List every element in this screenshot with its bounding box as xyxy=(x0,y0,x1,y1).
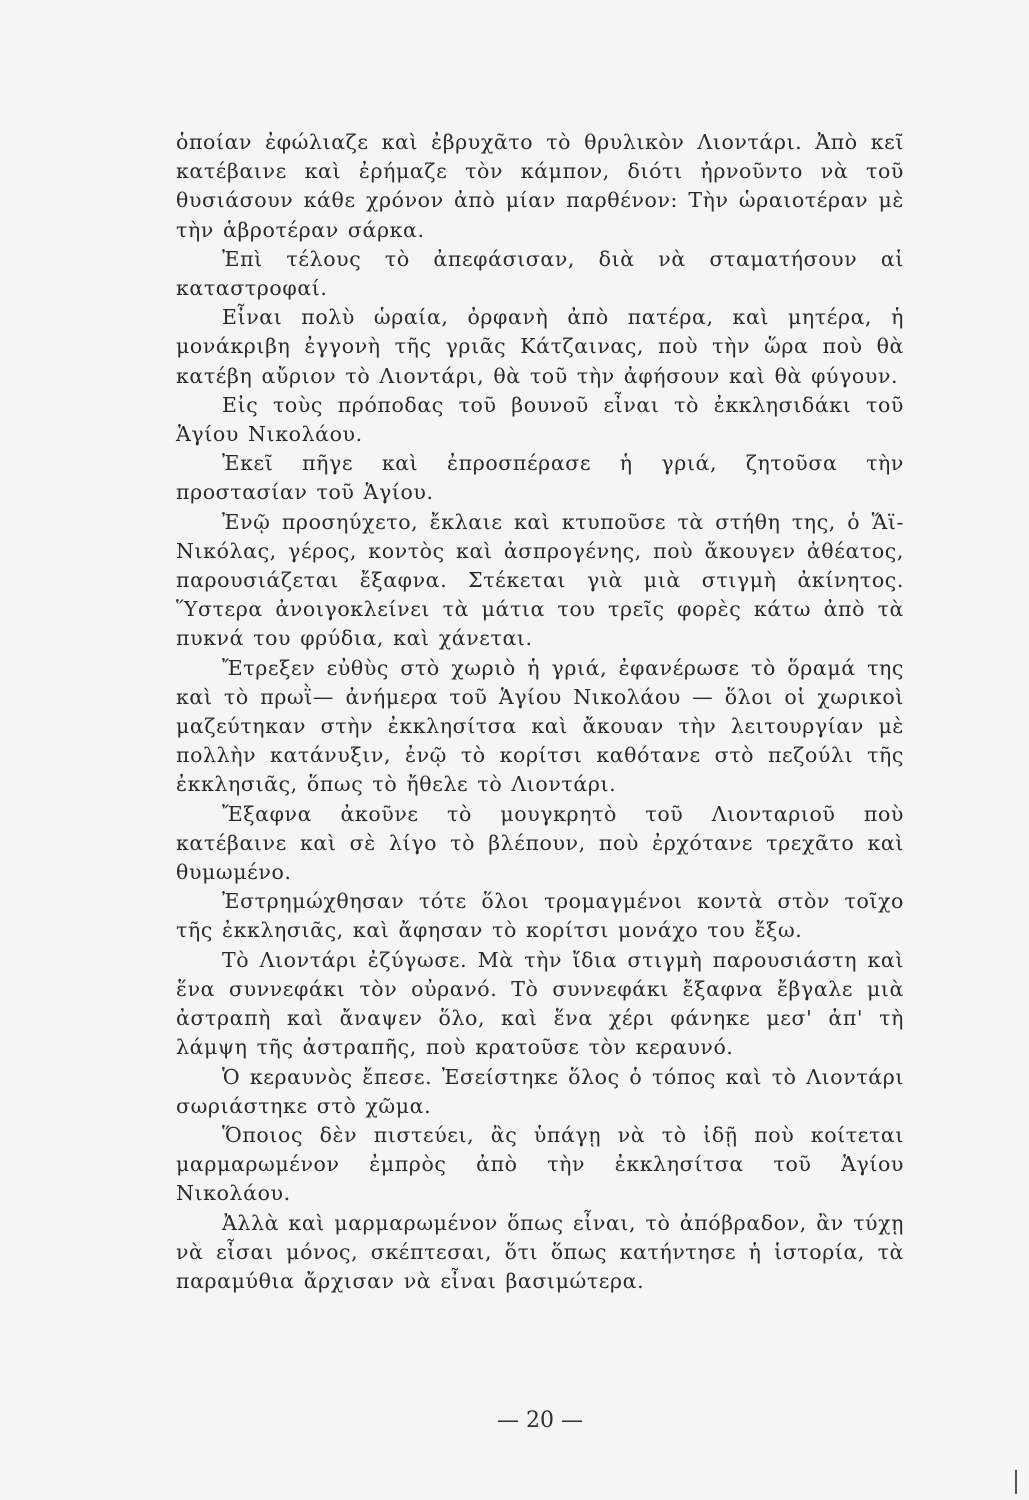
paragraph: Ὅποιος δὲν πιστεύει, ἂς ὑπάγῃ νὰ τὸ ἰδῇ ποὺ κοίτεται μαρμαρωμένον ἐμπρὸς ἀπὸ τὴν ἐκκλησίτσα τοῦ Ἁγίου Νικολάου. xyxy=(176,1122,904,1206)
page-number: — 20 — xyxy=(497,1408,583,1433)
paragraph: Ἐστρημώχθησαν τότε ὅλοι τρομαγμένοι κοντὰ στὸν τοῖχο τῆς ἐκκλησιᾶς, καὶ ἄφησαν τὸ κορίτσι μονάχο του ἔξω. xyxy=(176,889,904,943)
body-text xyxy=(176,128,904,1296)
paragraph: Ἀλλὰ καὶ μαρμαρωμένον ὅπως εἶναι, τὸ ἀπόβραδον, ἂν τύχῃ νὰ εἶσαι μόνος, σκέπτεσαι, ὅτι ὅπως κατήντησε ἡ ἱστορία, τὰ παραμύθια ἄρχισαν νὰ εἶναι βασιμώτερα. xyxy=(176,1210,904,1293)
paragraph: ὁποίαν ἐφώλιαζε καὶ ἐβρυχᾶτο τὸ θρυλικὸν Λιοντάρι. Ἀπὸ κεῖ κατέβαινε καὶ ἐρήμαζε τὸν κάμπον, διότι ἠρνοῦντο νὰ τοῦ θυσιάσουν κάθε χρόνον ἀπὸ μίαν παρθένον: Τὴν ὡραιοτέραν μὲ τὴν ἁβροτέραν σάρκα. xyxy=(176,130,904,242)
page-edge-mark xyxy=(1015,1470,1029,1494)
paragraph: Ἐπὶ τέλους τὸ ἀπεφάσισαν, διὰ νὰ σταματήσουν αἱ καταστροφαί. xyxy=(176,246,904,301)
paragraph: Ὁ κεραυνὸς ἔπεσε. Ἐσείστηκε ὅλος ὁ τόπος καὶ τὸ Λιοντάρι σωριάστηκε στὸ χῶμα. xyxy=(176,1064,904,1118)
paragraph: Τὸ Λιοντάρι ἐζύγωσε. Μὰ τὴν ἴδια στιγμὴ παρουσιάστη καὶ ἕνα συννεφάκι τὸν οὐρανό. Τὸ συννεφάκι ἔξαφνα ἔβγαλε μιὰ ἀστραπὴ καὶ ἄναψεν ὅλο, καὶ ἕνα χέρι φάνηκε μεσ' ἀπ' τὴ λάμψη τῆς ἀστραπῆς, ποὺ κρατοῦσε τὸν κεραυνό. xyxy=(176,947,904,1060)
paragraph: Ἔτρεξεν εὐθὺς στὸ χωριὸ ἡ γριά, ἐφανέρωσε τὸ ὅραμά της καὶ τὸ πρωῒ— ἀνήμερα τοῦ Ἁγίου Νικολάου — ὅλοι οἱ χωρικοὶ μαζεύτηκαν στὴν ἐκκλησίτσα καὶ ἄκουαν τὴν λειτουργίαν μὲ πολλὴν κατάνυξιν, ἐνῷ τὸ κορίτσι καθότανε στὸ πεζούλι τῆς ἐκκλησιᾶς, ὅπως τὸ ἤθελε τὸ Λιοντάρι. xyxy=(176,655,904,797)
paragraph: Ἔξαφνα ἀκοῦνε τὸ μουγκρητὸ τοῦ Λιονταριοῦ ποὺ κατέβαινε καὶ σὲ λίγο τὸ βλέπουν, ποὺ ἐρχότανε τρεχᾶτο καὶ θυμωμένο. xyxy=(176,801,904,885)
paragraph: Ἐκεῖ πῆγε καὶ ἐπροσπέρασε ἡ γριά, ζητοῦσα τὴν προστασίαν τοῦ Ἁγίου. xyxy=(176,451,904,505)
paragraph: Εἶναι πολὺ ὡραία, ὀρφανὴ ἀπὸ πατέρα, καὶ μητέρα, ἡ μονάκριβη ἐγγονὴ τῆς γριᾶς Κάτζαινας, ποὺ τὴν ὥρα ποὺ θὰ κατέβη αὔριον τὸ Λιοντάρι, θὰ τοῦ τὴν ἀφήσουν καὶ θὰ φύγουν. xyxy=(176,305,904,388)
paragraph: Ἐνῷ προσηύχετο, ἔκλαιε καὶ κτυποῦσε τὰ στήθη της, ὁ Ἅϊ-Νικόλας, γέρος, κοντὸς καὶ ἀσπρογένης, ποὺ ἄκουγεν ἀθέατος, παρουσιάζεται ἔξαφνα. Στέκεται γιὰ μιὰ στιγμὴ ἀκίνητος. Ὕστερα ἀνοιγοκλείνει τὰ μάτια του τρεῖς φορὲς κάτω ἀπὸ τὰ πυκνά του φρύδια, καὶ χάνεται. xyxy=(176,509,904,651)
paragraph: Εἰς τοὺς πρόποδας τοῦ βουνοῦ εἶναι τὸ ἐκκλησιδάκι τοῦ Ἁγίου Νικολάου. xyxy=(176,392,904,447)
